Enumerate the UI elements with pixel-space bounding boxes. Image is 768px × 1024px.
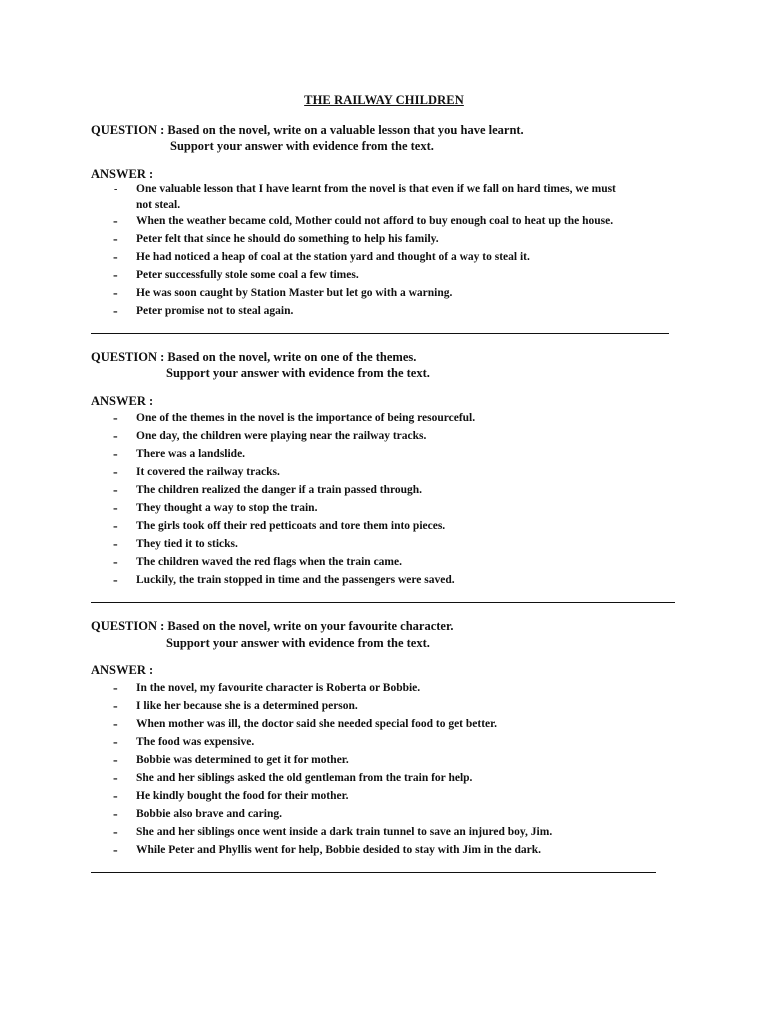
answer-label-2: ANSWER : [91, 394, 154, 408]
question-1-line-2: Support your answer with evidence from the text. [170, 139, 434, 153]
list-item-text: In the novel, my favourite character is Roberta or Bobbie. [136, 682, 421, 694]
list-item-text: Luckily, the train stopped in time and the passengers were saved. [136, 574, 455, 586]
bullet-dash: - [113, 699, 118, 714]
section-divider [91, 333, 669, 334]
section-divider [91, 602, 675, 603]
bullet-dash: - [113, 232, 118, 247]
list-item-text: While Peter and Phyllis went for help, Bobbie desided to stay with Jim in the dark. [136, 844, 541, 856]
list-item-text: He had noticed a heap of coal at the station yard and thought of a way to steal it. [136, 251, 530, 263]
question-3-line-2: Support your answer with evidence from the text. [166, 636, 430, 650]
list-item-text: When the weather became cold, Mother could not afford to buy enough coal to heat up the house. [136, 215, 614, 227]
bullet-dash: - [113, 214, 118, 229]
bullet-dash: - [113, 483, 118, 498]
bullet-dash: - [113, 268, 118, 283]
question-text: Based on the novel, write on your favourite character. [167, 619, 454, 633]
question-2 [91, 350, 416, 365]
list-item-text: There was a landslide. [136, 448, 246, 460]
bullet-dash: - [113, 735, 118, 750]
bullet-dash: - [113, 753, 118, 768]
bullet-dash: - [113, 411, 118, 426]
bullet-dash: - [113, 537, 118, 552]
list-item-text: The children waved the red flags when the train came. [136, 556, 402, 568]
list-item-text: Bobbie also brave and caring. [136, 808, 283, 820]
answer-label-1: ANSWER : [91, 167, 154, 181]
bullet-dash: - [113, 250, 118, 265]
bullet-dash: - [113, 573, 118, 588]
bullet-dash: - [113, 717, 118, 732]
list-item-text: One day, the children were playing near the railway tracks. [136, 430, 427, 442]
bullet-dash: - [113, 447, 118, 462]
section-divider [91, 872, 656, 873]
bullet-dash: - [113, 807, 118, 822]
list-item-text: They tied it to sticks. [136, 538, 238, 550]
question-text: Based on the novel, write on a valuable lesson that you have learnt. [167, 123, 524, 137]
list-item-text: Peter successfully stole some coal a few times. [136, 269, 359, 281]
list-item-text: She and her siblings asked the old gentleman from the train for help. [136, 772, 473, 784]
list-item-text: It covered the railway tracks. [136, 466, 280, 478]
bullet-dash: - [113, 286, 118, 301]
bullet-dash: - [113, 304, 118, 319]
list-item-text: He was soon caught by Station Master but let go with a warning. [136, 287, 453, 299]
list-item-text: I like her because she is a determined person. [136, 700, 358, 712]
list-item-text: He kindly bought the food for their mother. [136, 790, 349, 802]
bullet-dash: - [113, 843, 118, 858]
document-title: THE RAILWAY CHILDREN [304, 93, 464, 107]
bullet-dash: - [113, 429, 118, 444]
question-3 [91, 619, 454, 634]
bullet-dash: - [113, 519, 118, 534]
bullet-dash: - [113, 789, 118, 804]
list-item-text: They thought a way to stop the train. [136, 502, 318, 514]
question-separator: : [157, 350, 168, 364]
question-label: QUESTION [91, 350, 157, 364]
question-label: QUESTION [91, 619, 157, 633]
list-item-text: not steal. [136, 199, 181, 211]
list-item-text: The girls took off their red petticoats and tore them into pieces. [136, 520, 446, 532]
list-item-text: Peter felt that since he should do something to help his family. [136, 233, 439, 245]
question-separator: : [157, 619, 168, 633]
answer-label-3: ANSWER : [91, 663, 154, 677]
bullet-dash: - [113, 825, 118, 840]
list-item-text: The children realized the danger if a train passed through. [136, 484, 423, 496]
list-item-text: Bobbie was determined to get it for mother. [136, 754, 349, 766]
list-item-text: Peter promise not to steal again. [136, 305, 294, 317]
question-1 [91, 123, 524, 138]
list-item-text: When mother was ill, the doctor said she needed special food to get better. [136, 718, 498, 730]
question-2-line-2: Support your answer with evidence from the text. [166, 366, 430, 380]
bullet-dash: - [113, 555, 118, 570]
bullet-dash: - [113, 771, 118, 786]
question-label: QUESTION [91, 123, 157, 137]
list-item-text: The food was expensive. [136, 736, 255, 748]
list-item-text: She and her siblings once went inside a dark train tunnel to save an injured boy, Jim. [136, 826, 553, 838]
list-item-text: One of the themes in the novel is the importance of being resourceful. [136, 412, 476, 424]
list-item-text: One valuable lesson that I have learnt from the novel is that even if we fall on hard times, we must [136, 183, 616, 195]
bullet-dash: - [113, 465, 118, 480]
bullet-dash: - [113, 681, 118, 696]
bullet-dash: - [113, 501, 118, 516]
question-separator: : [157, 123, 168, 137]
bullet-dash: - [114, 184, 118, 195]
question-text: Based on the novel, write on one of the themes. [167, 350, 417, 364]
